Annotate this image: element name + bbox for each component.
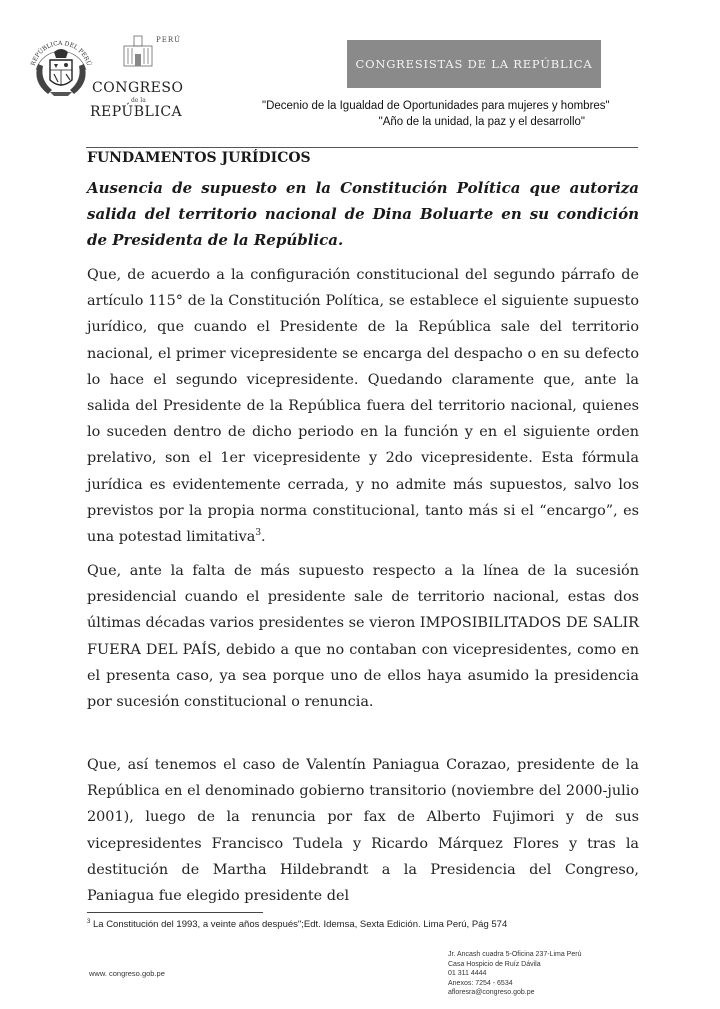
section-subtitle: Ausencia de supuesto en la Constitución Política que autoriza salida del territorio nacional de Dina Boluarte en su condición de Presidenta de la República. bbox=[87, 179, 639, 249]
congresistas-banner bbox=[347, 40, 601, 88]
phone-line: 01 311 4444 bbox=[448, 970, 487, 978]
paragraph-1-text: Que, de acuerdo a la configuración constitucional del segundo párrafo de artículo 115° de la Constitución Política, se establece el siguiente supuesto jurídico, que cuando el Presidente de la República sale del territorio nacional, el primer vicepresidente se encarga del despacho o en su defecto lo hace el segundo vicepresidente. Quedando claramente que, ante la salida del Presidente de la República fuera del territorio nacional, quienes lo suceden dentro de dicho periodo en la función y en el siguiente orden prelativo, son el 1er vicepresidente y 2do vicepresidente. Esta fórmula jurídica es evidentemente cerrada, y no admite más supuestos, salvo los previstos por la propia norma constitucional, tanto más si el “encargo”, es una potestad limitativa bbox=[87, 267, 639, 546]
paragraph-2: Que, ante la falta de más supuesto respecto a la línea de la sucesión presidencial cuando el presidente sale de territorio nacional, estas dos últimas décadas varios presidentes se vieron IMPOSIBILITADOS DE SALIR FUERA DEL PAÍS, debido a que no contaban con vicepresidentes, como en el presenta caso, ya sea porque uno de ellos haya asumido la presidencia por sucesión constitucional o renuncia. bbox=[87, 563, 639, 711]
footnote bbox=[87, 919, 507, 930]
paragraph-3: Que, así tenemos el caso de Valentín Paniagua Corazao, presidente de la República en el denominado gobierno transitorio (noviembre del 2000-julio 2001), luego de la renuncia por fax de Alberto Fujimori y de sus vicepresidentes Francisco Tudela y Ricardo Márquez Flores y tras la destitución de Martha Hildebrandt a la Presidencia del Congreso, Paniagua fue elegido presidente del bbox=[87, 757, 639, 905]
decade-motto: "Decenio de la Igualdad de Oportunidades para mujeres y hombres" bbox=[262, 100, 610, 112]
banner-text: CONGRESISTAS DE LA REPÚBLICA bbox=[355, 57, 593, 71]
address-line: Jr. Ancash cuadra 5-Oficina 237-Lima Perú bbox=[448, 951, 582, 958]
logo-name-line1: CONGRESO bbox=[92, 80, 184, 96]
address-line: Casa Hospicio de Ruíz Dávila bbox=[448, 960, 541, 968]
country-label: PERÚ bbox=[156, 36, 181, 44]
extensions-line: Anexos: 7254 - 6534 bbox=[448, 979, 513, 987]
congress-building-icon bbox=[120, 34, 156, 68]
footnote-ref: 3 bbox=[255, 528, 262, 539]
website-link: www. congreso.gob.pe bbox=[89, 969, 165, 978]
email-line: afloresra@congreso.gob.pe bbox=[448, 989, 535, 997]
footnote-number: 3 bbox=[87, 919, 91, 925]
office-address bbox=[448, 950, 581, 998]
paragraph-1: Que, de acuerdo a la configuración constitucional del segundo párrafo de artículo 115° de la Constitución Política, se establece el siguiente supuesto jurídico, que cuando el Presidente de la República sale del territorio nacional, el primer vicepresidente se encarga del despacho o en su defecto lo hace el segundo vicepresidente. Quedando claramente que, ante la salida del Presidente de la República fuera del territorio nacional, quienes lo suceden dentro de dicho periodo en la función y en el siguiente orden prelativo, son el 1er vicepresidente y 2do vicepresidente. Esta fórmula jurídica es evidentemente cerrada, y no admite más supuestos, salvo los previstos por la propia norma constitucional, tanto más si el “encargo”, es una potestad limitativa$^3$. bbox=[87, 267, 639, 546]
congreso-logo bbox=[28, 16, 188, 120]
logo-name-line2: REPÚBLICA bbox=[90, 104, 183, 120]
national-seal-icon bbox=[28, 30, 94, 100]
footnote-divider bbox=[87, 912, 263, 913]
year-motto: "Año de la unidad, la paz y el desarrollo" bbox=[378, 116, 585, 128]
footnote-text: La Constitución del 1993, a veinte años después";Edt. Idemsa, Sexta Edición. Lima Perú, Pág 574 bbox=[90, 919, 508, 931]
section-title: FUNDAMENTOS JURÍDICOS bbox=[87, 150, 311, 166]
svg-text:REPÚBLICA DEL PERÚ: REPÚBLICA DEL PERÚ bbox=[29, 39, 93, 67]
logo-name-small: de la bbox=[131, 97, 146, 104]
header-divider bbox=[86, 147, 638, 148]
